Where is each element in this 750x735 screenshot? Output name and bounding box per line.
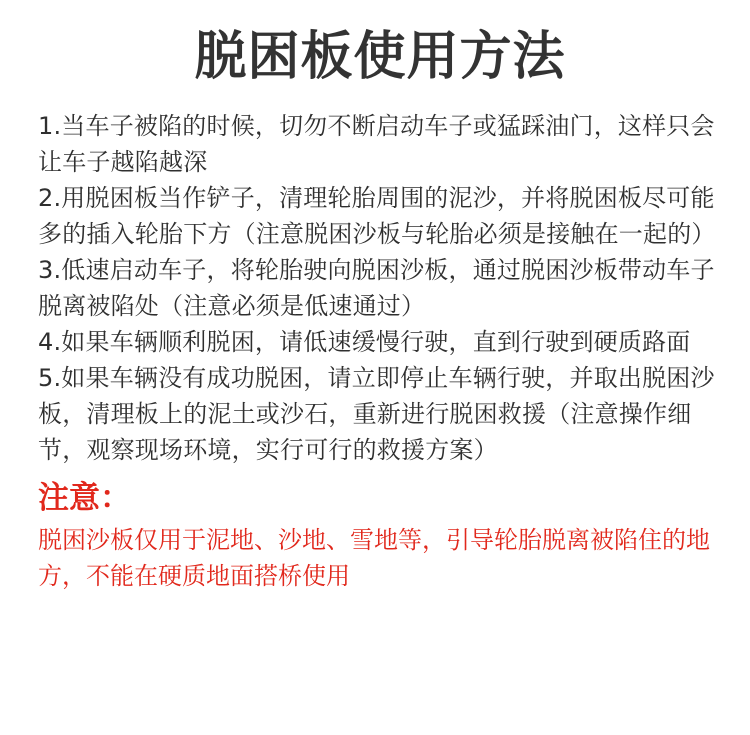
notice-text: 脱困沙板仅用于泥地、沙地、雪地等，引导轮胎脱离被陷住的地方，不能在硬质地面搭桥使用: [38, 526, 710, 590]
step-item-5: 5.如果车辆没有成功脱困，请立即停止车辆行驶，并取出脱困沙板，清理板上的泥土或沙石，重新进行脱困救援（注意操作细节，观察现场环境，实行可行的救援方案）: [38, 364, 715, 464]
steps-list: [38, 108, 722, 468]
step-item-1: 1.当车子被陷的时候，切勿不断启动车子或猛踩油门，这样只会让车子越陷越深: [38, 112, 715, 176]
step-item-4: 4.如果车辆顺利脱困，请低速缓慢行驶，直到行驶到硬质路面: [38, 328, 691, 356]
step-item-2: 2.用脱困板当作铲子，清理轮胎周围的泥沙，并将脱困板尽可能多的插入轮胎下方（注意脱困沙板与轮胎必须是接触在一起的）: [38, 184, 716, 248]
notice-title: 注意：: [38, 480, 131, 516]
step-item-3: 3.低速启动车子，将轮胎驶向脱困沙板，通过脱困沙板带动车子脱离被陷处（注意必须是低速通过）: [38, 256, 715, 320]
notice-section: [38, 478, 722, 594]
page-title: 脱困板使用方法: [194, 27, 566, 87]
